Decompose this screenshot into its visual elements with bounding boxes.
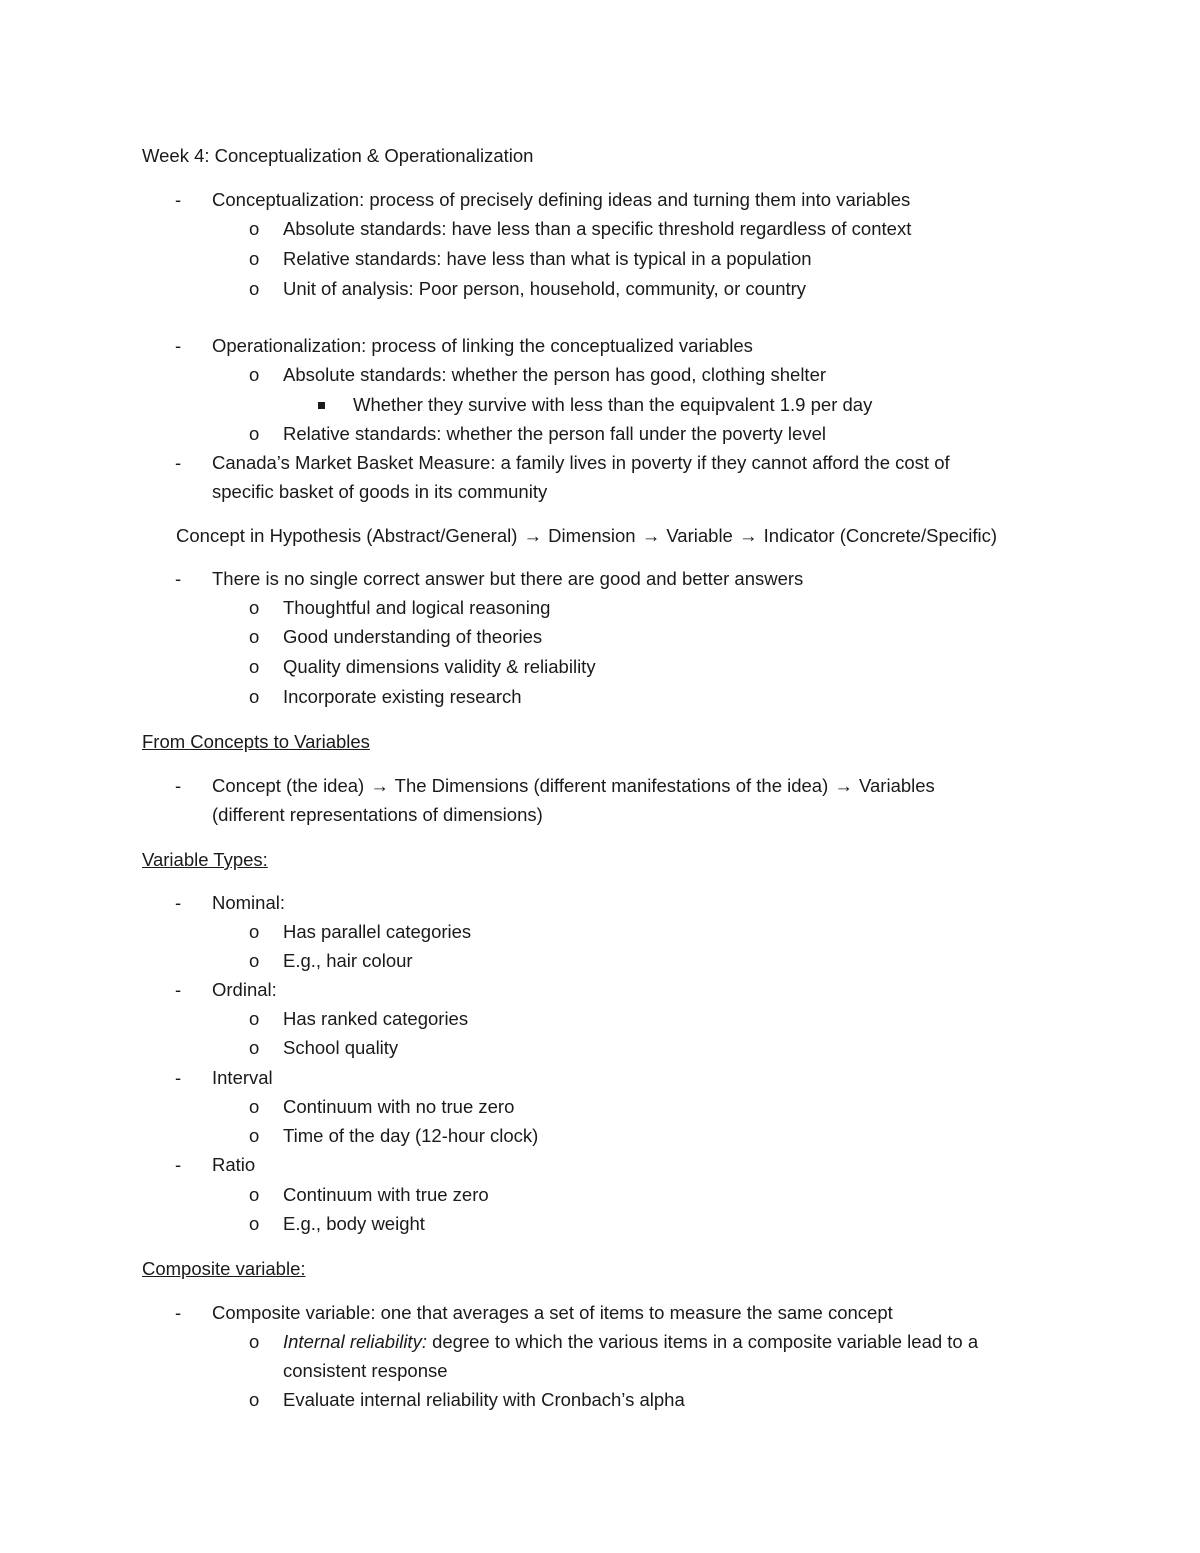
circle-bullet: o (249, 597, 260, 618)
internal-reliability-item-continued: consistent response (283, 1360, 448, 1381)
canada-mbm-item: Canada’s Market Basket Measure: a family lives in poverty if they cannot afford the cost of (212, 452, 950, 473)
survive-item: Whether they survive with less than the equipvalent 1.9 per day (353, 394, 873, 415)
ratio-item: E.g., body weight (283, 1213, 425, 1234)
circle-bullet: o (249, 1125, 260, 1146)
hypothesis-chain (176, 524, 997, 548)
relative-standards-op-item: Relative standards: whether the person fall under the poverty level (283, 423, 826, 444)
concept-variables: Variables (859, 775, 935, 796)
answers-lead: There is no single correct answer but there are good and better answers (212, 568, 804, 589)
arrow-right-icon: → (370, 775, 389, 796)
circle-bullet: o (249, 218, 260, 239)
dash-bullet: - (175, 1302, 182, 1323)
circle-bullet: o (249, 686, 260, 707)
absolute-standards-op-item: Absolute standards: whether the person has good, clothing shelter (283, 364, 827, 385)
hypothesis-variable: Variable (666, 525, 733, 546)
variable-type-ratio: Ratio (212, 1154, 256, 1175)
internal-reliability-definition: degree to which the various items in a composite variable lead to a (426, 1331, 979, 1352)
dash-bullet: - (175, 452, 182, 473)
concept-chain (212, 774, 935, 798)
dash-bullet: - (175, 335, 182, 356)
interval-item: Continuum with no true zero (283, 1096, 515, 1117)
ordinal-item: School quality (283, 1037, 399, 1058)
cronbach-item: Evaluate internal reliability with Cronbach’s alpha (283, 1389, 685, 1410)
relative-standards-item: Relative standards: have less than what is typical in a population (283, 248, 812, 269)
page-title: Week 4: Conceptualization & Operationalization (142, 145, 534, 166)
section-heading-concepts: From Concepts to Variables (142, 731, 370, 752)
circle-bullet: o (249, 950, 260, 971)
canada-mbm-item-continued: specific basket of goods in its community (212, 481, 548, 502)
ratio-item: Continuum with true zero (283, 1184, 489, 1205)
variable-type-ordinal: Ordinal: (212, 979, 277, 1000)
internal-reliability-term: Internal reliability: (283, 1331, 427, 1352)
ordinal-item: Has ranked categories (283, 1008, 469, 1029)
variable-type-interval: Interval (212, 1067, 273, 1088)
circle-bullet: o (249, 626, 260, 647)
arrow-right-icon: → (641, 525, 661, 546)
circle-bullet: o (249, 248, 260, 269)
arrow-right-icon: → (834, 775, 853, 796)
circle-bullet: o (249, 921, 260, 942)
composite-lead: Composite variable: one that averages a set of items to measure the same concept (212, 1302, 893, 1323)
circle-bullet: o (249, 1184, 260, 1205)
concept-idea: Concept (the idea) (212, 775, 365, 796)
circle-bullet: o (249, 1331, 260, 1352)
variable-type-nominal: Nominal: (212, 892, 285, 913)
concept-chain-continued: (different representations of dimensions) (212, 804, 543, 825)
operationalization-item: Operationalization: process of linking the conceptualized variables (212, 335, 753, 356)
dash-bullet: - (175, 979, 182, 1000)
conceptualization-item: Conceptualization: process of precisely defining ideas and turning them into variables (212, 189, 911, 210)
circle-bullet: o (249, 1213, 260, 1234)
unit-of-analysis-item: Unit of analysis: Poor person, household, community, or country (283, 278, 807, 299)
nominal-item: E.g., hair colour (283, 950, 413, 971)
hypothesis-concept: Concept in Hypothesis (Abstract/General) (176, 525, 518, 546)
dash-bullet: - (175, 568, 182, 589)
dash-bullet: - (175, 189, 182, 210)
internal-reliability-item (283, 1330, 978, 1354)
hypothesis-indicator: Indicator (Concrete/Specific) (763, 525, 998, 546)
answers-item: Good understanding of theories (283, 626, 543, 647)
circle-bullet: o (249, 364, 260, 385)
square-bullet-icon (318, 402, 325, 409)
circle-bullet: o (249, 423, 260, 444)
absolute-standards-item: Absolute standards: have less than a specific threshold regardless of context (283, 218, 912, 239)
circle-bullet: o (249, 1037, 260, 1058)
circle-bullet: o (249, 278, 260, 299)
arrow-right-icon: → (523, 525, 543, 546)
hypothesis-dimension: Dimension (548, 525, 636, 546)
answers-item: Thoughtful and logical reasoning (283, 597, 551, 618)
nominal-item: Has parallel categories (283, 921, 472, 942)
interval-item: Time of the day (12-hour clock) (283, 1125, 539, 1146)
section-heading-variable-types: Variable Types: (142, 849, 268, 870)
circle-bullet: o (249, 1096, 260, 1117)
dash-bullet: - (175, 892, 182, 913)
concept-dimensions: The Dimensions (different manifestations of the idea) (394, 775, 829, 796)
arrow-right-icon: → (739, 525, 758, 546)
answers-item: Incorporate existing research (283, 686, 522, 707)
dash-bullet: - (175, 775, 182, 796)
answers-item: Quality dimensions validity & reliability (283, 656, 596, 677)
dash-bullet: - (175, 1154, 182, 1175)
dash-bullet: - (175, 1067, 182, 1088)
section-heading-composite: Composite variable: (142, 1258, 306, 1279)
circle-bullet: o (249, 1008, 260, 1029)
circle-bullet: o (249, 1389, 260, 1410)
circle-bullet: o (249, 656, 260, 677)
